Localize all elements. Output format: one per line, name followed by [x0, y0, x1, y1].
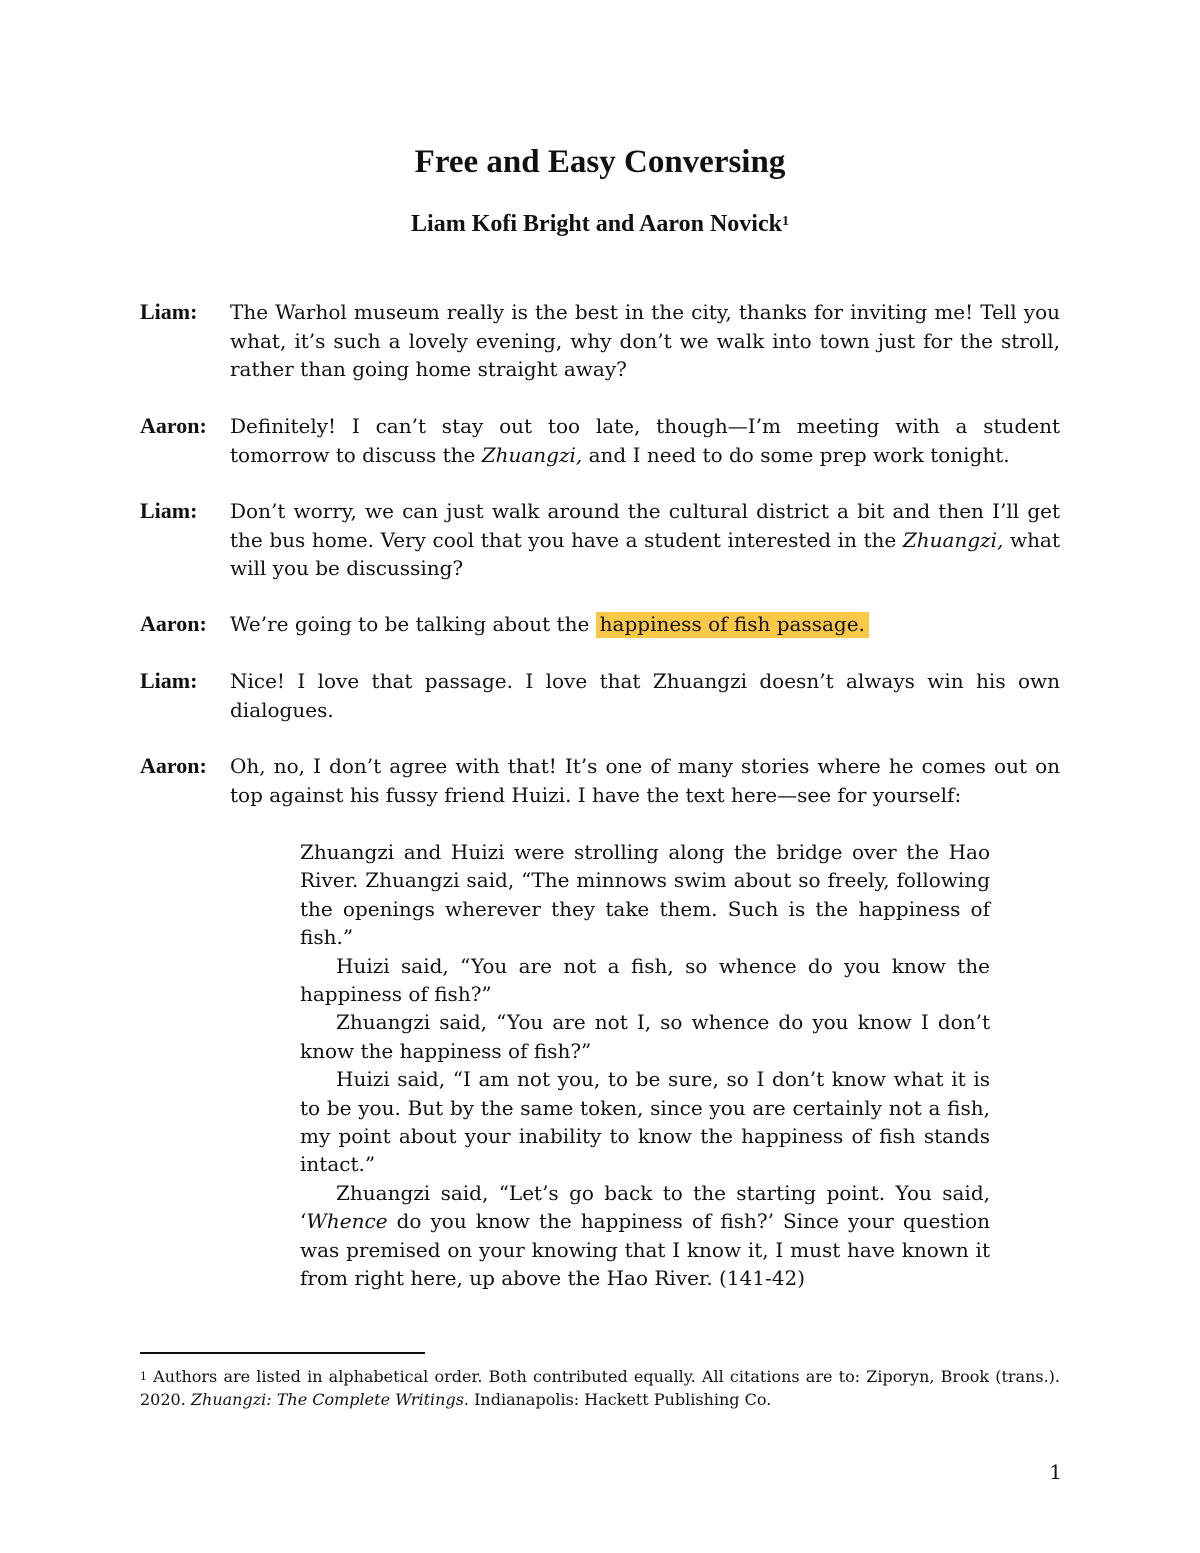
footnote-divider — [140, 1352, 425, 1354]
paper-title: Free and Easy Conversing — [414, 144, 786, 180]
book-title-italic: Zhuangzi, — [902, 527, 1004, 552]
dialogue-turn — [140, 298, 1060, 384]
author-names: Liam Kofi Bright and Aaron Novick — [411, 211, 782, 237]
speech-text: The Warhol museum really is the best in the city, thanks for inviting me! Tell you what, it’s such a lovely evening, why don’t we walk into town just for the stroll, rather than going home straight away? — [230, 300, 1060, 381]
book-title-italic: Zhuangzi, — [481, 442, 583, 467]
speaker-label: Aaron: — [140, 413, 207, 438]
footnote-reference[interactable]: 1 — [781, 214, 789, 229]
quote-paragraph — [300, 1179, 990, 1293]
author-line — [0, 208, 1200, 240]
highlighted-text[interactable]: happiness of fish passage. — [596, 612, 869, 638]
speaker-label: Liam: — [140, 668, 198, 693]
speaker-label: Liam: — [140, 498, 198, 523]
quote-segment: Zhuangzi said, “Let’s go back to the starting point. You said, ‘ — [300, 1180, 990, 1234]
footnote — [140, 1365, 1060, 1411]
speaker-label: Aaron: — [140, 753, 207, 778]
quote-paragraph: Huizi said, “You are not a fish, so whence do you know the happiness of fish?” — [300, 953, 990, 1007]
speaker-label: Aaron: — [140, 611, 207, 636]
quote-segment: do you know the happiness of fish?’ Since your question was premised on your knowing that I know it, I must have known it from right here, up above the Hao River. (141-42) — [300, 1209, 990, 1291]
quote-paragraph: Zhuangzi and Huizi were strolling along the bridge over the Hao River. Zhuangzi said, “The minnows swim about so freely, following the openings wherever they take them. Such is the happiness of fish.” — [300, 840, 990, 950]
footnote-book-title: Zhuangzi: The Complete Writings — [190, 1390, 464, 1409]
footnote-segment: Authors are listed in alphabetical order. Both contributed equally. All citations are to: Ziporyn, Brook (trans.). 2020. — [140, 1367, 1060, 1409]
speech-segment: what will you be discussing? — [230, 527, 1060, 580]
speech-text — [230, 610, 1060, 639]
speech-segment: We’re going to be talking about the — [230, 612, 596, 636]
footnote-mark: 1 — [140, 1370, 147, 1383]
speech-text — [230, 497, 1060, 583]
quote-paragraph: Zhuangzi said, “You are not I, so whence do you know I don’t know the happiness of fish?” — [300, 1010, 990, 1063]
quote-paragraph: Huizi said, “I am not you, to be sure, so I don’t know what it is to be you. But by the same token, since you are certainly not a fish, my point about your inability to know the happiness of fish stands intact.” — [300, 1067, 990, 1177]
speech-segment: Definitely! I can’t stay out too late, though—I’m meeting with a student tomorrow to discuss the — [230, 414, 1060, 467]
speech-text — [230, 412, 1060, 469]
page-number: 1 — [1049, 1460, 1062, 1484]
speech-segment: and I need to do some prep work tonight. — [582, 442, 1010, 467]
block-quote — [300, 838, 990, 1293]
speaker-label: Liam: — [140, 299, 198, 324]
speech-segment: Don’t worry, we can just walk around the cultural district a bit and then I’ll get the bus home. Very cool that you have a student interested in the — [230, 499, 1060, 552]
speech-text: Nice! I love that passage. I love that Zhuangzi doesn’t always win his own dialogues. — [230, 669, 1060, 722]
footnote-segment: . Indianapolis: Hackett Publishing Co. — [463, 1390, 772, 1409]
dialogue-turn — [140, 610, 1060, 639]
dialogue-turn — [140, 497, 1060, 583]
quote-italic-word: Whence — [306, 1209, 388, 1234]
dialogue-turn — [140, 667, 1060, 724]
dialogue-turn — [140, 412, 1060, 469]
speech-text: Oh, no, I don’t agree with that! It’s one of many stories where he comes out on top against his fussy friend Huizi. I have the text here—see for yourself: — [230, 754, 1060, 807]
dialogue-turn — [140, 752, 1060, 809]
